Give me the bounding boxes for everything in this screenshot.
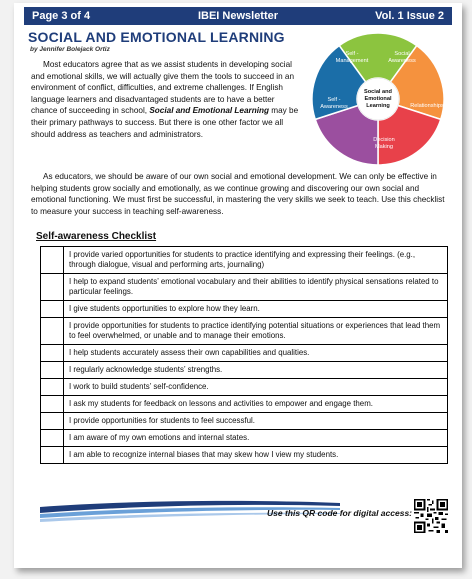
checklist-row <box>41 247 448 274</box>
intro-text-a: Most educators agree that as we assist students in developing social and emotional skills, we will actually give them the tools to succeed in an environment of conflict, difficulties, and extreme challenges. If English language learners and disadvantaged students are to have a better chance of succeeding in school, <box>31 60 295 116</box>
checklist-table <box>40 246 448 464</box>
seg-self-management-1: Self - <box>345 51 359 57</box>
sel-wheel-svg <box>302 29 454 169</box>
article-byline: by Jennifer Bolejack Ortiz <box>30 46 110 53</box>
checklist-checkbox[interactable] <box>41 274 64 301</box>
checklist-row <box>41 362 448 379</box>
header-bar <box>24 7 452 25</box>
qr-label: Use this QR code for digital access: <box>266 508 412 518</box>
intro-emphasis: Social and Emotional Learning <box>149 106 269 116</box>
newsletter-name: IBEI Newsletter <box>197 10 279 22</box>
checklist-item-text: I regularly acknowledge students’ strengths. <box>64 362 448 379</box>
checklist-title: Self-awareness Checklist <box>36 231 157 242</box>
checklist-row <box>41 447 448 464</box>
seg-social-awareness-1: Social <box>394 51 410 57</box>
seg-self-awareness-2: Awareness <box>320 104 348 110</box>
checklist-row <box>41 274 448 301</box>
checklist-checkbox[interactable] <box>41 430 64 447</box>
checklist-item-text: I am able to recognize internal biases that may skew how I view my students. <box>64 447 448 464</box>
checklist-row <box>41 345 448 362</box>
checklist-checkbox[interactable] <box>41 447 64 464</box>
checklist-item-text: I help to expand students’ emotional vocabulary and their abilities to identify physical sensations related to particular feelings. <box>64 274 448 301</box>
wheel-center-line1: Social and <box>364 89 392 95</box>
checklist-row <box>41 318 448 345</box>
checklist-row <box>41 396 448 413</box>
intro-text-b: may be their primary pathways to success. But there is one other factor we all should address as teachers and administrators. <box>31 106 299 139</box>
checklist-item-text: I provide opportunities for students to feel successful. <box>64 413 448 430</box>
seg-relationships: Relationships <box>410 103 444 109</box>
seg-decision-2: Making <box>374 144 394 150</box>
page-number: Page 3 of 4 <box>32 10 91 22</box>
checklist-item-text: I ask my students for feedback on lessons and activities to empower and engage them. <box>64 396 448 413</box>
checklist-checkbox[interactable] <box>41 345 64 362</box>
sel-wheel-diagram <box>302 29 454 169</box>
checklist-item-text: I provide opportunities for students to practice identifying potential situations or experiences that lead them to feel overwhelmed, or unable and to manage their emotions. <box>64 318 448 345</box>
checklist-checkbox[interactable] <box>41 301 64 318</box>
qr-code-icon[interactable] <box>414 499 448 533</box>
seg-self-management-2: Management <box>335 58 369 64</box>
article-paragraph-2: As educators, we should be aware of our own social and emotional development. We can only be effective in helping students grow socially and emotionally, as we continue growing and discovering our own social and emotional functioning. We must first be successful, in mastering the very skills we seek to teach. Use this checklist to measure your success in teaching self-awareness. <box>31 172 445 216</box>
checklist-checkbox[interactable] <box>41 318 64 345</box>
checklist-checkbox[interactable] <box>41 413 64 430</box>
article-title: SOCIAL AND EMOTIONAL LEARNING <box>28 29 285 45</box>
checklist-item-text: I am aware of my own emotions and internal states. <box>64 430 448 447</box>
seg-self-awareness-1: Self - <box>327 97 341 103</box>
checklist-item-text: I help students accurately assess their own capabilities and qualities. <box>64 345 448 362</box>
checklist-row <box>41 430 448 447</box>
checklist-item-text: I work to build students’ self-confidence. <box>64 379 448 396</box>
checklist-item-text: I provide varied opportunities for students to practice identifying and expressing their feelings. (e.g., through dialogue, visual and performing arts, journaling) <box>64 247 448 274</box>
wheel-center-line3: Learning <box>366 103 390 109</box>
wheel-center-line2: Emotional <box>364 96 392 102</box>
article-intro <box>31 59 299 140</box>
checklist-checkbox[interactable] <box>41 396 64 413</box>
checklist-checkbox[interactable] <box>41 247 64 274</box>
checklist-checkbox[interactable] <box>41 379 64 396</box>
seg-decision-1: Decision <box>373 137 395 143</box>
checklist-checkbox[interactable] <box>41 362 64 379</box>
checklist-row <box>41 413 448 430</box>
issue-label: Vol. 1 Issue 2 <box>375 10 444 22</box>
checklist-row <box>41 301 448 318</box>
checklist-row <box>41 379 448 396</box>
checklist-item-text: I give students opportunities to explore how they learn. <box>64 301 448 318</box>
newsletter-page <box>14 3 462 568</box>
seg-social-awareness-2: Awareness <box>388 58 416 64</box>
